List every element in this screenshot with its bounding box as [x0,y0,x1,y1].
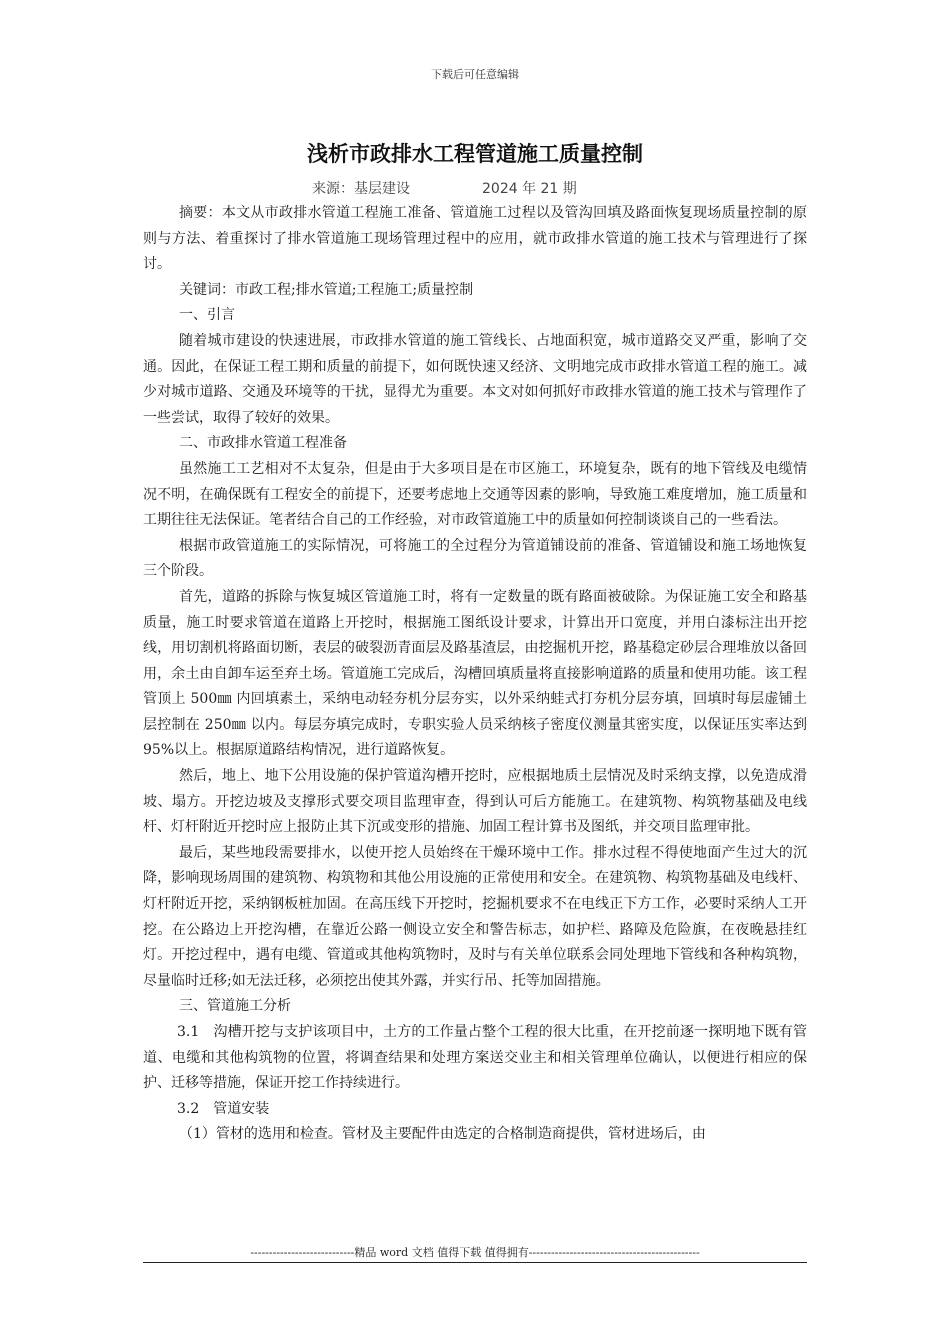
section-heading: 三、管道施工分析 [179,998,291,1015]
article-body [143,201,807,1148]
article-source [312,178,577,198]
body-paragraph: 虽然施工工艺相对不太复杂，但是由于大多项目是在市区施工，环境复杂，既有的地下管线及电缆情况不明，在确保既有工程安全的前提下，还要考虑地上交通等因素的影响，导致施工难度增加，施工质量和工期往往无法保证。笔者结合自己的工作经验，对市政管道施工中的质量如何控制谈谈自己的一些看法。 [143,460,807,529]
footer-note: ----------------------------精品 word 文档 值得下载 值得拥有---------------------------------------------- [250,1246,700,1259]
source-label: 来源：基层建设 [312,181,410,197]
list-item-paragraph: （1）管材的选用和检查。管材及主要配件由选定的合格制造商提供，管材进场后，由 [179,1126,706,1143]
body-paragraph: 随着城市建设的快速进展，市政排水管道的施工管线长、占地面积宽，城市道路交叉严重，影响了交通。因此，在保证工程工期和质量的前提下，如何既快速又经济、文明地完成市政排水管道工程的施工。减少对城市道路、交通及环境等的干扰，显得尤为重要。本文对如何抓好市政排水管道的施工技术与管理作了一些尝试，取得了较好的效果。 [143,332,807,426]
section-heading: 一、引言 [179,307,235,324]
source-issue: 2024 年 21 期 [482,181,577,197]
body-paragraph: 根据市政管道施工的实际情况，可将施工的全过程分为管道铺设前的准备、管道铺设和施工场地恢复三个阶段。 [143,537,807,580]
subsection-heading: 3.2 管道安装 [177,1100,270,1117]
section-heading: 二、市政排水管道工程准备 [179,435,347,452]
abstract-paragraph: 摘要：本文从市政排水管道工程施工准备、管道施工过程以及管沟回填及路面恢复现场质量控制的原则与方法、着重探讨了排水管道施工现场管理过程中的应用，就市政排水管道的施工技术与管理进行了探讨。 [143,205,807,273]
subsection-paragraph: 3.1 沟槽开挖与支护该项目中，土方的工作量占整个工程的很大比重，在开挖前逐一探明地下既有管道、电缆和其他构筑物的位置，将调查结果和处理方案送交业主和相关管理单位确认，以便进行相应的保护、迁移等措施，保证开挖工作持续进行。 [143,1024,807,1092]
body-paragraph: 首先，道路的拆除与恢复城区管道施工时，将有一定数量的既有路面被破除。为保证施工安全和路基质量，施工时要求管道在道路上开挖时，根据施工图纸设计要求，计算出开口宽度，并用白漆标注出开挖线，用切割机将路面切断，表层的破裂沥青面层及路基渣层，由挖掘机开挖，路基稳定砂层合理堆放以备回用，余土由自卸车运至弃土场。管道施工完成后，沟槽回填质量将直接影响道路的质量和使用功能。该工程管顶上 500㎜ 内回填素土，采纳电动轻夯机分层夯实，以外采纳蛙式打夯机分层夯填，回填时每层虚铺土层控制在 250㎜ 以内。每层夯填完成时，专职实验人员采纳核子密度仪测量其密实度，以保证压实率达到 95%以上。根据原道路结构情况，进行道路恢复。 [143,588,807,759]
footer-divider [143,1262,807,1263]
body-paragraph: 最后，某些地段需要排水，以使开挖人员始终在干燥环境中工作。排水过程不得使地面产生过大的沉降，影响现场周围的建筑物、构筑物和其他公用设施的正常使用和安全。在建筑物、构筑物基础及电线杆、灯杆附近开挖，采纳钢板桩加固。在高压线下开挖时，挖掘机要求不在电线正下方工作，必要时采纳人工开挖。在公路边上开挖沟槽，在靠近公路一侧设立安全和警告标志，如护栏、路障及危险旗，在夜晚悬挂红灯。开挖过程中，遇有电缆、管道或其他构筑物时，及时与有关单位联系会同处理地下管线和各种构筑物，尽量临时迁移;如无法迁移，必须挖出使其外露，并实行吊、托等加固措施。 [143,844,807,989]
header-note: 下载后可任意编辑 [431,68,519,81]
article-title: 浅析市政排水工程管道施工质量控制 [307,142,643,166]
body-paragraph: 然后，地上、地下公用设施的保护管道沟槽开挖时，应根据地质土层情况及时采纳支撑，以免造成滑坡、塌方。开挖边坡及支撑形式要交项目监理审查，得到认可后方能施工。在建筑物、构筑物基础及电线杆、灯杆附近开挖时应上报防止其下沉或变形的措施、加固工程计算书及图纸，并交项目监理审批。 [143,768,807,836]
keywords-paragraph: 关键词：市政工程;排水管道;工程施工;质量控制 [179,281,474,298]
